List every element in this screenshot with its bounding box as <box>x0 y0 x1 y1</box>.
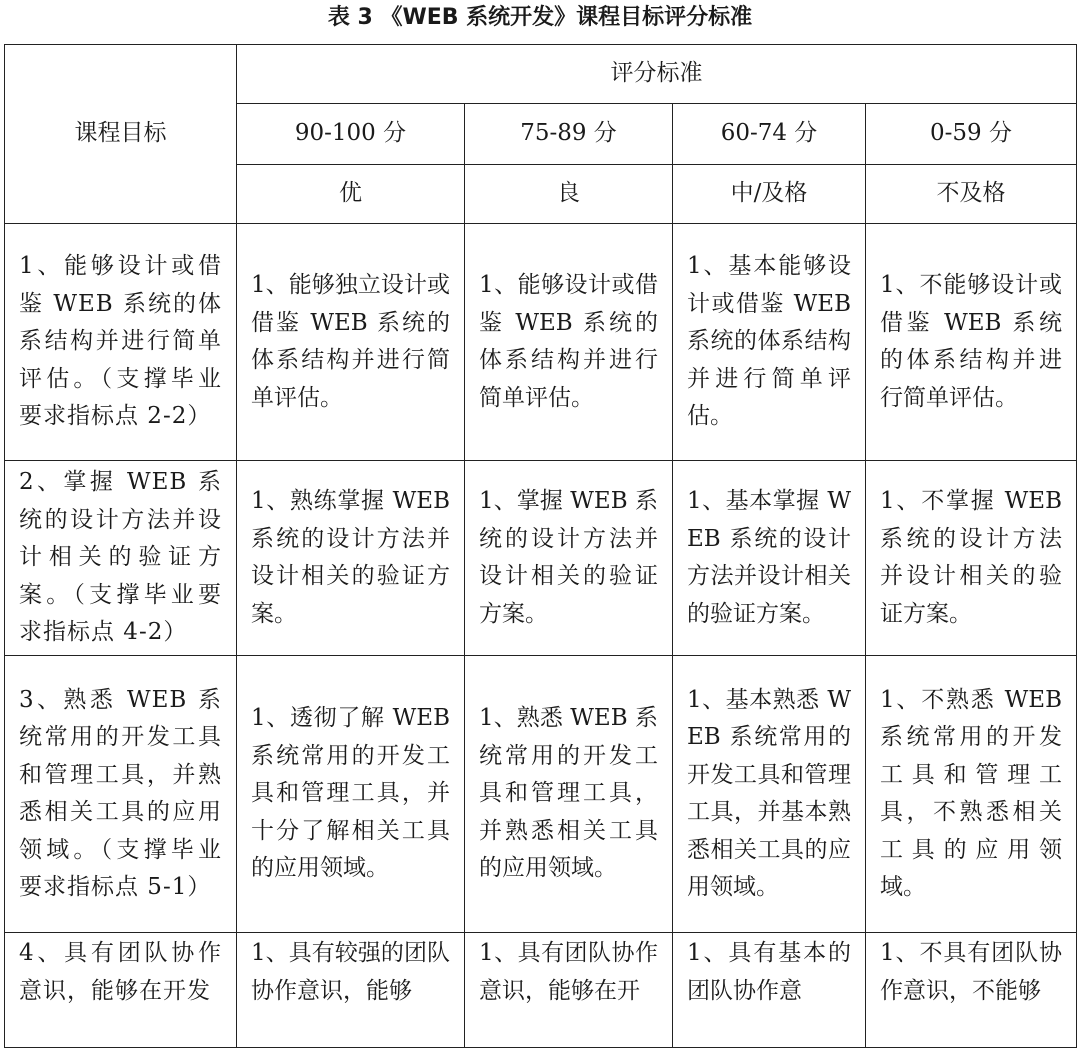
header-range-pass: 60-74 分 <box>673 104 866 165</box>
criteria-cell-fail: 1、不具有团队协作意识，不能够 <box>866 933 1077 1048</box>
criteria-cell-excellent: 1、具有较强的团队协作意识，能够 <box>237 933 465 1048</box>
criteria-cell-excellent: 1、能够独立设计或借鉴 WEB 系统的体系结构并进行简单评估。 <box>237 224 465 461</box>
criteria-cell-pass: 1、基本掌握 WEB 系统的设计方法并设计相关的验证方案。 <box>673 461 866 656</box>
criteria-cell-fail: 1、不熟悉 WEB 系统常用的开发工具和管理工具，不熟悉相关工具的应用领域。 <box>866 656 1077 933</box>
header-range-good: 75-89 分 <box>465 104 673 165</box>
criteria-cell-excellent: 1、透彻了解 WEB 系统常用的开发工具和管理工具，并十分了解相关工具的应用领域。 <box>237 656 465 933</box>
header-grade-good: 良 <box>465 165 673 224</box>
criteria-cell-pass: 1、基本能够设计或借鉴 WEB 系统的体系结构并进行简单评估。 <box>673 224 866 461</box>
table-row <box>5 656 1077 933</box>
criteria-cell-excellent: 1、熟练掌握 WEB 系统的设计方法并设计相关的验证方案。 <box>237 461 465 656</box>
table-row <box>5 224 1077 461</box>
criteria-cell-fail: 1、不能够设计或借鉴 WEB 系统的体系结构并进行简单评估。 <box>866 224 1077 461</box>
table-caption: 表 3 《WEB 系统开发》课程目标评分标准 <box>327 5 753 30</box>
criteria-cell-fail: 1、不掌握 WEB 系统的设计方法并设计相关的验证方案。 <box>866 461 1077 656</box>
criteria-cell-pass: 1、具有基本的团队协作意 <box>673 933 866 1048</box>
header-range-excellent: 90-100 分 <box>237 104 465 165</box>
criteria-cell-good: 1、具有团队协作意识，能够在开 <box>465 933 673 1048</box>
criteria-cell-pass: 1、基本熟悉 WEB 系统常用的开发工具和管理工具，并基本熟悉相关工具的应用领域。 <box>673 656 866 933</box>
criteria-cell-good: 1、掌握 WEB 系统的设计方法并设计相关的验证方案。 <box>465 461 673 656</box>
course-target-cell: 3、熟悉 WEB 系统常用的开发工具和管理工具，并熟悉相关工具的应用领域。（支撑毕业要求指标点 5-1） <box>5 656 237 933</box>
table-row <box>5 461 1077 656</box>
table-row <box>5 933 1077 1048</box>
header-grade-excellent: 优 <box>237 165 465 224</box>
header-grade-fail: 不及格 <box>866 165 1077 224</box>
grading-criteria-table <box>4 44 1077 1048</box>
header-range-fail: 0-59 分 <box>866 104 1077 165</box>
header-row-criteria <box>5 45 1077 104</box>
criteria-cell-good: 1、熟悉 WEB 系统常用的开发工具和管理工具，并熟悉相关工具的应用领域。 <box>465 656 673 933</box>
header-grade-pass: 中/及格 <box>673 165 866 224</box>
header-grading-criteria: 评分标准 <box>237 45 1077 104</box>
criteria-cell-good: 1、能够设计或借鉴 WEB 系统的体系结构并进行简单评估。 <box>465 224 673 461</box>
header-course-target: 课程目标 <box>5 45 237 224</box>
course-target-cell: 1、能够设计或借鉴 WEB 系统的体系结构并进行简单评估。（支撑毕业要求指标点 2-2） <box>5 224 237 461</box>
course-target-cell: 2、掌握 WEB 系统的设计方法并设计相关的验证方案。（支撑毕业要求指标点 4-2） <box>5 461 237 656</box>
course-target-cell: 4、具有团队协作意识，能够在开发 <box>5 933 237 1048</box>
